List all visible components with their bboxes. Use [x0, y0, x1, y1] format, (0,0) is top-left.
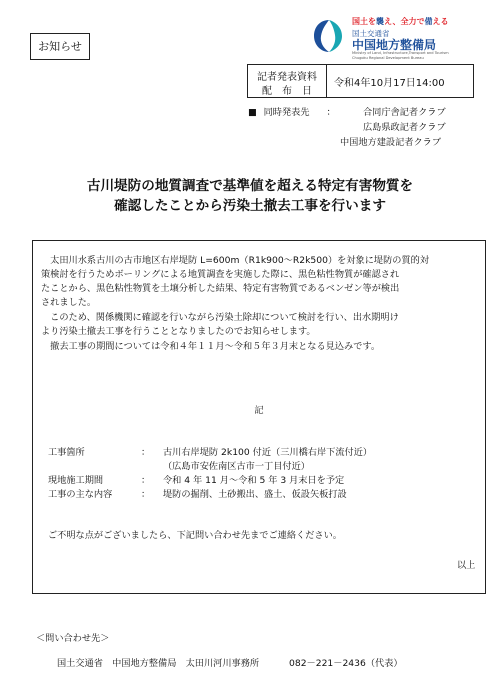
release-table [247, 64, 474, 98]
document-title-line-1: 古川堤防の地質調査で基準値を超える特定有害物質を [86, 178, 414, 194]
slogan-pre: 国土を [352, 17, 376, 26]
detail-label-content: 工事の主な内容 [48, 489, 113, 500]
body-line: たことから、黒色粘性物質を土壌分析した結果、特定有害物質であるベンゼン等が検出 [41, 283, 400, 294]
ki-heading: 記 [254, 405, 264, 416]
square-bullet-icon: ■ [248, 107, 257, 118]
detail-value-content: 堤防の掘削、土砂搬出、盛土、仮設矢板打設 [163, 489, 347, 500]
detail-label-period: 現地施工期間 [48, 475, 104, 486]
logo-english-1: Ministry of Land, Infrastructure,Transport and Tourism [352, 51, 449, 55]
release-label-1: 記者発表資料 [257, 72, 317, 83]
destination-1: 合同庁舎記者クラブ [363, 107, 446, 118]
body-line: されました。 [41, 297, 97, 308]
logo-slogan [352, 16, 448, 27]
simultaneous-heading [248, 106, 336, 120]
release-label-2: 配 布 日 [262, 86, 312, 97]
destination-3: 中国地方建設記者クラブ [340, 137, 442, 148]
body-line: このため、関係機関に確認を行いながら汚染土除却について検討を行い、出水期明け [41, 312, 399, 323]
document-title-line-2: 確認したことから汚染土撤去工事を行います [114, 198, 386, 214]
detail-sep: ： [141, 489, 151, 500]
release-divider [326, 65, 327, 97]
simultaneous-label: 同時発表先 [263, 107, 310, 118]
release-date: 令和4年10月17日14:00 [334, 78, 445, 89]
simultaneous-colon: ： [326, 107, 336, 118]
mlit-emblem-icon [312, 18, 346, 56]
body-line: 太田川水系古川の古市地区右岸堤防 L=600m（R1k900～R2k500）を対象に堤防の質的対 [41, 255, 430, 266]
body-line: より汚染土撤去工事を行うこととなりましたのでお知らせします。 [41, 326, 316, 337]
notice-label: お知らせ [38, 40, 82, 53]
slogan-mark-2: 備 [424, 17, 433, 26]
slogan-post: える [432, 17, 449, 26]
content-box [32, 240, 486, 594]
mlit-logo [306, 8, 496, 60]
slogan-mid: え、全力で [384, 17, 425, 26]
destination-2: 広島県政記者クラブ [363, 122, 446, 133]
detail-sep: ： [141, 475, 151, 486]
body-line: 策検討を行うためボーリングによる地質調査を実施した際に、黒色粘性物質が確認され [41, 269, 400, 280]
contact-org: 国土交通省 中国地方整備局 太田川河川事務所 [57, 658, 260, 669]
detail-value-location: 古川右岸堤防 2k100 付近（三川橋右岸下流付近） [163, 447, 373, 458]
body-para-1 [41, 254, 429, 310]
closing-text: ご不明な点がございましたら、下記問い合わせ先までご連絡ください。 [48, 530, 342, 541]
contact-heading: ＜問い合わせ先＞ [36, 633, 110, 644]
logo-ministry: 国土交通省 [352, 29, 390, 38]
notice-label-box [30, 33, 90, 60]
detail-value-period: 令和 4 年 11 月～令和 5 年 3 月末日を予定 [163, 475, 345, 486]
detail-label-location: 工事箇所 [48, 447, 85, 458]
body-para-3 [41, 340, 380, 354]
logo-english-2: Chugoku Regional Development Bureau [352, 56, 424, 60]
detail-sep: ： [141, 447, 151, 458]
detail-value-location-sub: （広島市安佐南区古市一丁目付近） [163, 461, 310, 472]
logo-bureau: 中国地方整備局 [352, 38, 437, 52]
body-line: 撤去工事の期間については令和４年１１月～令和５年３月末となる見込みです。 [41, 341, 381, 352]
slogan-mark-1: 襲 [376, 17, 384, 26]
body-para-2 [41, 311, 399, 339]
ijo-text: 以上 [457, 560, 476, 571]
contact-phone: 082－221－2436（代表） [289, 658, 403, 669]
